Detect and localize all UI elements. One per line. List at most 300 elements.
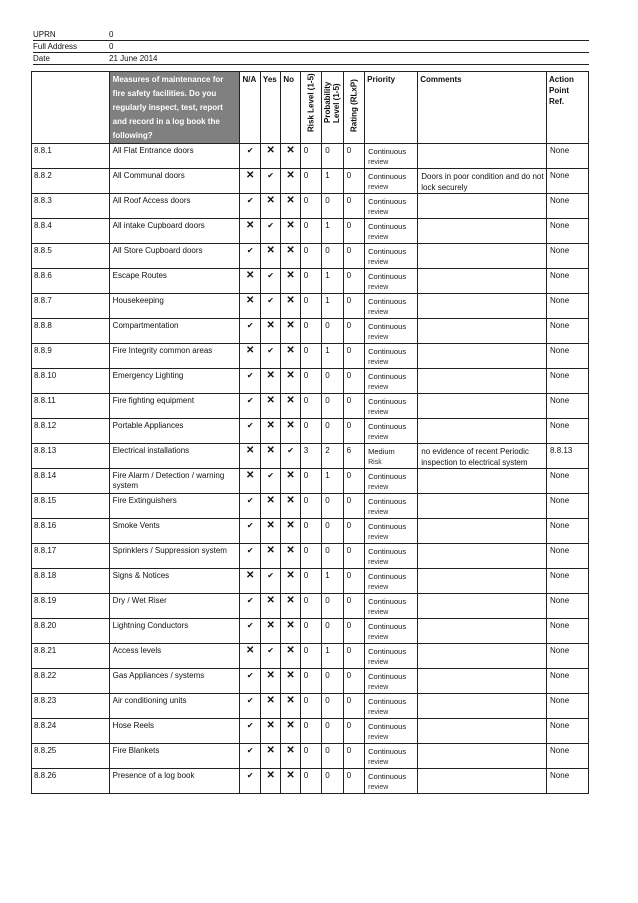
cross-icon: ✕ [286,145,295,156]
address-label: Full Address [33,42,78,51]
row-rating: 0 [343,294,364,319]
row-no-mark [281,594,300,619]
priority-text: Continuous [368,722,407,731]
cross-icon: ✕ [246,170,255,181]
comments-column-header: Comments [418,72,547,144]
row-action-ref: None [547,394,589,419]
cross-icon: ✕ [246,220,255,231]
cross-icon: ✕ [286,745,295,756]
priority-subtext: review [368,309,389,316]
priority-subtext: review [368,659,389,666]
priority-subtext: review [368,609,389,616]
priority-column-header: Priority [365,72,418,144]
priority-text: Continuous [368,772,407,781]
row-comment [418,419,547,444]
row-probability: 1 [322,569,343,594]
row-action-ref: None [547,719,589,744]
row-probability: 0 [322,669,343,694]
row-comment [418,544,547,569]
date-row [33,53,589,65]
row-no-mark [281,419,300,444]
cross-icon: ✕ [286,695,295,706]
row-probability: 2 [322,444,343,469]
priority-subtext: review [368,734,389,741]
row-action-ref: None [547,644,589,669]
tick-icon: ✔ [287,446,294,455]
priority-text: Continuous [368,647,407,656]
row-yes-mark [260,244,280,269]
row-rating: 0 [343,244,364,269]
row-comment [418,244,547,269]
tick-icon: ✔ [267,296,274,305]
row-priority [365,494,418,519]
row-priority [365,194,418,219]
row-comment: Doors in poor condition and do not lock securely [418,169,547,194]
row-rating: 0 [343,269,364,294]
table-row [32,494,589,519]
row-yes-mark [260,194,280,219]
row-action-ref: None [547,669,589,694]
row-rating: 0 [343,544,364,569]
tick-icon: ✔ [267,646,274,655]
row-rating: 0 [343,419,364,444]
row-yes-mark [260,594,280,619]
row-comment [418,219,547,244]
row-comment [418,369,547,394]
row-no-mark [281,494,300,519]
row-priority [365,569,418,594]
row-ref: 8.8.13 [32,444,110,469]
tick-icon: ✔ [246,321,254,330]
cross-icon: ✕ [286,170,295,181]
rating-header-text: Rating (RLxP) [349,79,359,132]
row-priority [365,169,418,194]
column-header-row [32,72,589,144]
row-measure: Gas Appliances / systems [109,669,240,694]
row-na-mark [240,519,260,544]
measure-column-header: Measures of maintenance for fire safety facilities. Do you regularly inspect, test, report and record in a log book the following? [109,72,240,144]
table-row [32,394,589,419]
row-measure: Escape Routes [109,269,240,294]
table-row [32,369,589,394]
row-measure: Presence of a log book [109,769,240,794]
row-priority [365,344,418,369]
date-value: 21 June 2014 [109,54,158,63]
cross-icon: ✕ [246,570,255,581]
row-no-mark [281,619,300,644]
row-action-ref: None [547,544,589,569]
row-probability: 0 [322,769,343,794]
row-comment [418,144,547,169]
row-ref: 8.8.19 [32,594,110,619]
cross-icon: ✕ [286,320,295,331]
tick-icon: ✔ [246,396,254,405]
row-comment [418,469,547,494]
table-body [32,144,589,794]
row-measure: Fire Blankets [109,744,240,769]
cross-icon: ✕ [286,220,295,231]
row-probability: 0 [322,594,343,619]
tick-icon: ✔ [267,471,274,480]
table-row [32,169,589,194]
tick-icon: ✔ [246,371,254,380]
row-comment [418,394,547,419]
priority-subtext: review [368,759,389,766]
row-risk: 3 [300,444,321,469]
row-priority [365,469,418,494]
priority-text: Continuous [368,197,407,206]
row-risk: 0 [300,269,321,294]
probability-header-text: Probability Level (1-5) [323,81,342,123]
row-action-ref: None [547,519,589,544]
row-yes-mark [260,369,280,394]
row-risk: 0 [300,544,321,569]
row-comment [418,769,547,794]
row-ref: 8.8.14 [32,469,110,494]
row-probability: 0 [322,319,343,344]
row-risk: 0 [300,719,321,744]
row-ref: 8.8.1 [32,144,110,169]
row-yes-mark [260,719,280,744]
tick-icon: ✔ [246,771,254,780]
priority-subtext: review [368,584,389,591]
row-probability: 1 [322,644,343,669]
cross-icon: ✕ [266,420,275,431]
risk-header-text: Risk Level (1-5) [306,73,316,132]
uprn-label: UPRN [33,30,56,39]
row-action-ref: None [547,294,589,319]
row-rating: 0 [343,619,364,644]
row-measure: Emergency Lighting [109,369,240,394]
row-priority [365,394,418,419]
row-na-mark [240,444,260,469]
row-comment [418,744,547,769]
priority-subtext: review [368,434,389,441]
row-comment [418,719,547,744]
row-yes-mark [260,694,280,719]
priority-subtext: review [368,159,389,166]
row-rating: 0 [343,469,364,494]
priority-text: Continuous [368,597,407,606]
tick-icon: ✔ [267,571,274,580]
priority-subtext: Risk [368,459,382,466]
table-row [32,594,589,619]
priority-text: Continuous [368,622,407,631]
row-comment [418,619,547,644]
row-na-mark [240,269,260,294]
table-row [32,419,589,444]
row-no-mark [281,194,300,219]
row-rating: 0 [343,569,364,594]
row-comment [418,294,547,319]
row-rating: 6 [343,444,364,469]
table-row [32,644,589,669]
row-yes-mark [260,344,280,369]
row-yes-mark [260,269,280,294]
row-priority [365,519,418,544]
row-action-ref: None [547,319,589,344]
row-comment [418,669,547,694]
row-risk: 0 [300,369,321,394]
row-priority [365,419,418,444]
priority-subtext: review [368,284,389,291]
tick-icon: ✔ [246,671,254,680]
cross-icon: ✕ [266,245,275,256]
row-risk: 0 [300,169,321,194]
row-probability: 0 [322,619,343,644]
priority-text: Continuous [368,572,407,581]
cross-icon: ✕ [286,670,295,681]
row-ref: 8.8.6 [32,269,110,294]
row-na-mark [240,394,260,419]
row-ref: 8.8.17 [32,544,110,569]
row-risk: 0 [300,619,321,644]
cross-icon: ✕ [286,570,295,581]
table-row [32,219,589,244]
row-measure: All Communal doors [109,169,240,194]
row-no-mark [281,144,300,169]
document-header [33,29,589,65]
row-na-mark [240,544,260,569]
row-measure: Fire Alarm / Detection / warning system [109,469,240,494]
row-risk: 0 [300,644,321,669]
row-yes-mark [260,219,280,244]
risk-column-header [300,72,321,144]
row-measure: Fire Extinguishers [109,494,240,519]
table-row [32,269,589,294]
row-priority [365,619,418,644]
row-na-mark [240,494,260,519]
row-priority [365,644,418,669]
row-ref: 8.8.3 [32,194,110,219]
row-yes-mark [260,319,280,344]
cross-icon: ✕ [246,645,255,656]
tick-icon: ✔ [246,746,254,755]
row-risk: 0 [300,694,321,719]
priority-text: Continuous [368,147,407,156]
row-no-mark [281,469,300,494]
row-no-mark [281,319,300,344]
row-na-mark [240,169,260,194]
row-rating: 0 [343,219,364,244]
row-risk: 0 [300,769,321,794]
row-comment [418,519,547,544]
uprn-value: 0 [109,30,114,39]
cross-icon: ✕ [286,520,295,531]
row-rating: 0 [343,144,364,169]
row-na-mark [240,244,260,269]
row-ref: 8.8.10 [32,369,110,394]
row-probability: 0 [322,144,343,169]
priority-text: Continuous [368,497,407,506]
tick-icon: ✔ [267,346,274,355]
row-risk: 0 [300,744,321,769]
row-rating: 0 [343,594,364,619]
row-no-mark [281,294,300,319]
row-no-mark [281,169,300,194]
cross-icon: ✕ [266,770,275,781]
row-rating: 0 [343,194,364,219]
row-ref: 8.8.25 [32,744,110,769]
cross-icon: ✕ [286,370,295,381]
row-measure: All Store Cupboard doors [109,244,240,269]
row-probability: 0 [322,494,343,519]
priority-text: Continuous [368,247,407,256]
row-no-mark [281,644,300,669]
row-ref: 8.8.18 [32,569,110,594]
priority-subtext: review [368,709,389,716]
row-comment [418,319,547,344]
row-priority [365,269,418,294]
row-action-ref: None [547,169,589,194]
row-rating: 0 [343,744,364,769]
row-measure: Electrical installations [109,444,240,469]
row-yes-mark [260,419,280,444]
tick-icon: ✔ [246,496,254,505]
row-comment [418,494,547,519]
row-ref: 8.8.5 [32,244,110,269]
row-ref: 8.8.21 [32,644,110,669]
row-no-mark [281,544,300,569]
row-na-mark [240,569,260,594]
row-priority [365,219,418,244]
table-row [32,469,589,494]
row-comment [418,344,547,369]
priority-subtext: review [368,409,389,416]
row-risk: 0 [300,669,321,694]
table-row [32,669,589,694]
row-priority [365,319,418,344]
row-action-ref: None [547,269,589,294]
row-measure: Fire fighting equipment [109,394,240,419]
row-no-mark [281,394,300,419]
row-na-mark [240,219,260,244]
cross-icon: ✕ [266,395,275,406]
rating-column-header [343,72,364,144]
row-ref: 8.8.8 [32,319,110,344]
row-action-ref: None [547,194,589,219]
na-column-header: N/A [240,72,260,144]
row-measure: Signs & Notices [109,569,240,594]
priority-text: Continuous [368,272,407,281]
address-value: 0 [109,42,114,51]
table-row [32,544,589,569]
cross-icon: ✕ [286,720,295,731]
cross-icon: ✕ [246,445,255,456]
row-risk: 0 [300,494,321,519]
priority-subtext: review [368,184,389,191]
tick-icon: ✔ [246,621,254,630]
cross-icon: ✕ [266,595,275,606]
row-risk: 0 [300,344,321,369]
table-row [32,194,589,219]
row-no-mark [281,244,300,269]
row-measure: All intake Cupboard doors [109,219,240,244]
priority-text: Continuous [368,222,407,231]
row-comment [418,569,547,594]
row-ref: 8.8.7 [32,294,110,319]
row-action-ref: None [547,569,589,594]
row-na-mark [240,469,260,494]
row-priority [365,544,418,569]
priority-text: Continuous [368,372,407,381]
cross-icon: ✕ [286,345,295,356]
priority-text: Medium [368,447,395,456]
row-probability: 0 [322,694,343,719]
cross-icon: ✕ [266,695,275,706]
priority-subtext: review [368,334,389,341]
row-no-mark [281,269,300,294]
row-rating: 0 [343,319,364,344]
row-measure: Smoke Vents [109,519,240,544]
row-action-ref: None [547,619,589,644]
table-row [32,444,589,469]
row-yes-mark [260,744,280,769]
cross-icon: ✕ [286,295,295,306]
row-measure: All Flat Entrance doors [109,144,240,169]
row-probability: 0 [322,419,343,444]
row-measure: Air conditioning units [109,694,240,719]
no-column-header: No [281,72,300,144]
table-row [32,694,589,719]
row-probability: 1 [322,294,343,319]
priority-subtext: review [368,234,389,241]
row-probability: 0 [322,719,343,744]
row-comment [418,694,547,719]
row-na-mark [240,369,260,394]
priority-text: Continuous [368,422,407,431]
row-risk: 0 [300,519,321,544]
row-rating: 0 [343,669,364,694]
row-yes-mark [260,769,280,794]
row-probability: 0 [322,194,343,219]
row-rating: 0 [343,694,364,719]
priority-text: Continuous [368,472,407,481]
cross-icon: ✕ [286,620,295,631]
table-row [32,294,589,319]
cross-icon: ✕ [266,670,275,681]
row-ref: 8.8.4 [32,219,110,244]
cross-icon: ✕ [246,345,255,356]
row-rating: 0 [343,344,364,369]
cross-icon: ✕ [266,320,275,331]
row-rating: 0 [343,719,364,744]
row-probability: 0 [322,744,343,769]
priority-text: Continuous [368,172,407,181]
row-no-mark [281,369,300,394]
table-row [32,619,589,644]
row-na-mark [240,619,260,644]
row-measure: Portable Appliances [109,419,240,444]
row-rating: 0 [343,394,364,419]
row-na-mark [240,744,260,769]
row-action-ref: None [547,419,589,444]
row-priority [365,369,418,394]
table-row [32,244,589,269]
row-ref: 8.8.12 [32,419,110,444]
row-no-mark [281,769,300,794]
row-na-mark [240,419,260,444]
priority-text: Continuous [368,747,407,756]
row-yes-mark [260,544,280,569]
row-rating: 0 [343,169,364,194]
row-no-mark [281,444,300,469]
row-measure: Sprinklers / Suppression system [109,544,240,569]
priority-subtext: review [368,509,389,516]
row-measure: Housekeeping [109,294,240,319]
row-no-mark [281,344,300,369]
row-ref: 8.8.2 [32,169,110,194]
